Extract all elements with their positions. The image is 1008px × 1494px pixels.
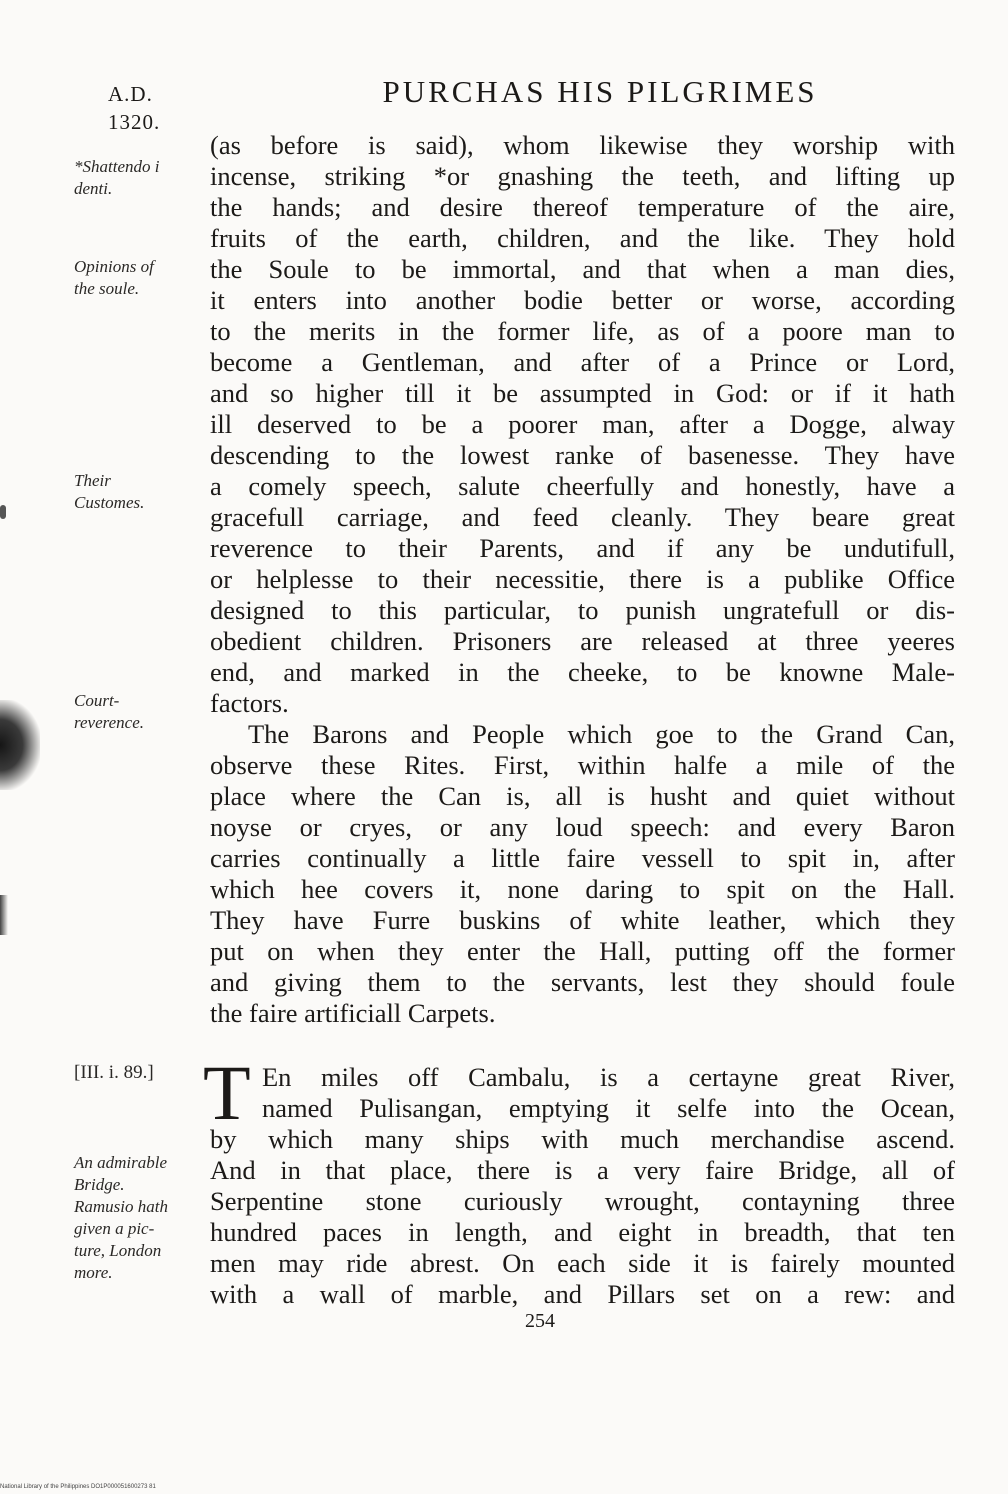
text-line: reverence to their Parents, and if any be undutifull, <box>210 533 955 563</box>
text-line: They have Furre buskins of white leather, which they <box>210 905 955 935</box>
text-line: end, and marked in the cheeke, to be knowne Male- <box>210 657 955 687</box>
text-line: become a Gentleman, and after of a Prince or Lord, <box>210 347 955 377</box>
page-edge-shadow <box>0 895 8 935</box>
text-line: which hee covers it, none daring to spit on the Hall. <box>210 874 955 904</box>
text-line: put on when they enter the Hall, putting off the former <box>210 936 955 966</box>
text-line: observe these Rites. First, within halfe a mile of the <box>210 750 955 780</box>
scan-credit: National Library of the Philippines DO1P000051600273 81 <box>0 1484 156 1490</box>
text-line: with a wall of marble, and Pillars set on a rew: and <box>210 1279 955 1309</box>
running-head-title: PURCHAS HIS PILGRIMES <box>382 74 818 109</box>
text-line: The Barons and People which goe to the Grand Can, <box>248 719 955 749</box>
page-edge-shadow <box>0 505 6 519</box>
text-line: And in that place, there is a very faire Bridge, all of <box>210 1155 955 1185</box>
text-line: incense, striking *or gnashing the teeth, and lifting up <box>210 161 955 191</box>
text-line: obedient children. Prisoners are released at three yeeres <box>210 626 955 656</box>
margin-note-court-reverence: Court- reverence. <box>74 691 144 732</box>
text-line: gracefull carriage, and feed cleanly. They beare great <box>210 502 955 532</box>
year-value: 1320. <box>108 110 161 134</box>
text-line: noyse or cryes, or any loud speech: and every Baron <box>210 812 955 842</box>
margin-year <box>108 80 178 136</box>
text-line: and giving them to the servants, lest they should foule <box>210 967 955 997</box>
text-line: place where the Can is, all is husht and quiet without <box>210 781 955 811</box>
margin-note-opinions-of-soule: Opinions of the soule. <box>74 257 154 298</box>
margin-note-reference: [III. i. 89.] <box>74 1062 154 1083</box>
text-line: and so higher till it be assumpted in God: or if it hath <box>210 378 955 408</box>
page-edge-shadow <box>0 700 40 790</box>
text-line: En miles off Cambalu, is a certayne great River, <box>262 1062 955 1092</box>
text-line: ill deserved to be a poorer man, after a Dogge, alway <box>210 409 955 439</box>
drop-cap: T <box>203 1049 251 1136</box>
text-line: the hands; and desire thereof temperature of the aire, <box>210 192 955 222</box>
text-line: (as before is said), whom likewise they worship with <box>210 130 955 160</box>
text-line: hundred paces in length, and eight in breadth, that ten <box>210 1217 955 1247</box>
text-line: carries continually a little faire vessell to spit in, after <box>210 843 955 873</box>
text-line: fruits of the earth, children, and the like. They hold <box>210 223 955 253</box>
text-line: or helplesse to their necessitie, there is a publike Office <box>210 564 955 594</box>
text-line: named Pulisangan, emptying it selfe into the Ocean, <box>262 1093 955 1123</box>
text-line: factors. <box>210 688 289 718</box>
text-line: the Soule to be immortal, and that when a man dies, <box>210 254 955 284</box>
margin-note-gloss: *Shattendo i denti. <box>74 157 160 198</box>
text-line: the faire artificiall Carpets. <box>210 998 496 1028</box>
text-line: to the merits in the former life, as of a poore man to <box>210 316 955 346</box>
year-label: A.D. <box>108 82 153 106</box>
text-line: designed to this particular, to punish ungratefull or dis- <box>210 595 955 625</box>
margin-note-their-customes: Their Customes. <box>74 471 145 512</box>
text-line: it enters into another bodie better or worse, according <box>210 285 955 315</box>
text-line: a comely speech, salute cheerfully and honestly, have a <box>210 471 955 501</box>
text-line: Serpentine stone curiously wrought, contayning three <box>210 1186 955 1216</box>
text-line: men may ride abrest. On each side it is fairely mounted <box>210 1248 955 1278</box>
margin-note-admirable-bridge: An admirable Bridge. Ramusio hath given a pic- ture, London more. <box>74 1153 168 1282</box>
text-line: by which many ships with much merchandise ascend. <box>210 1124 955 1154</box>
text-line: descending to the lowest ranke of basenesse. They have <box>210 440 955 470</box>
page-number: 254 <box>525 1310 555 1332</box>
